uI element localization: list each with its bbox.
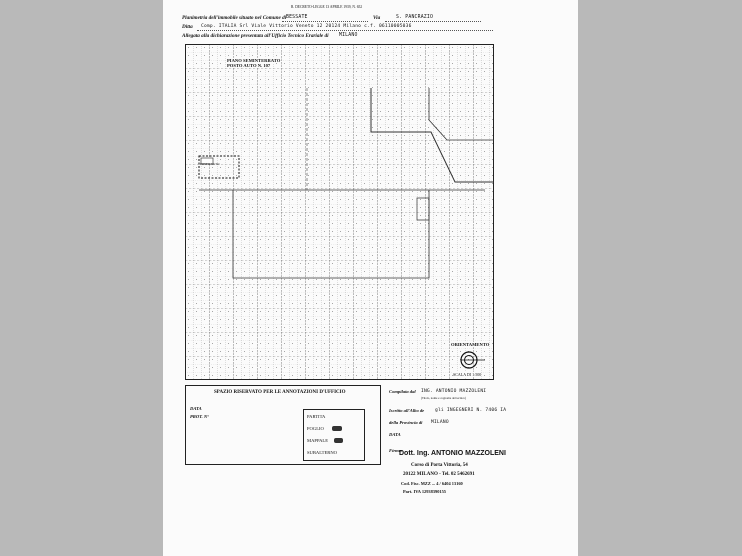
cadastral-fields-box bbox=[303, 409, 365, 461]
stamp-line4: Cod. Fisc. MZZ ... 4 / 6404 13160 bbox=[401, 481, 463, 486]
iscritto-label: Iscritto all'Albo de bbox=[389, 408, 425, 413]
floor-plan-drawing bbox=[185, 44, 494, 380]
compilata-subtext: (Titolo, nome e cognome del tecnico) bbox=[421, 396, 467, 400]
floor-plan bbox=[185, 44, 494, 380]
stamp-line3: 20122 MILANO - Tel. 02 5462691 bbox=[403, 472, 475, 477]
office-prot-label: PROT. N° bbox=[190, 414, 210, 419]
dotted-rule bbox=[282, 21, 368, 22]
compilata-value: ING. ANTONIO MAZZOLENI bbox=[421, 389, 487, 394]
plan-label-space: POSTO AUTO N. 107 bbox=[227, 63, 271, 68]
field-mappale: MAPPALE bbox=[307, 438, 329, 443]
ditta-value: Comp. ITALIA Srl Viale Vittorio Veneto 12 20124 Milano c.f. 06110005036 bbox=[201, 24, 412, 29]
office-box-title: SPAZIO RISERVATO PER LE ANNOTAZIONI D'UFFICIO bbox=[214, 390, 346, 395]
field-foglio: FOGLIO bbox=[307, 426, 324, 431]
compiler-data-label: DATA bbox=[389, 432, 401, 437]
comune-value: BESSATE bbox=[286, 15, 308, 20]
dotted-rule bbox=[197, 30, 493, 31]
plan-label-floor: PIANO SEMINTERRATO bbox=[227, 58, 281, 63]
field-subalterno: SUBALTERNO bbox=[307, 450, 337, 455]
header-line3-label: Allegata alla dichiarazione presentata all'Ufficio Tecnico Erariale di bbox=[182, 33, 329, 39]
scale-label: SCALA DI 1:500 bbox=[453, 372, 482, 377]
ufficio-value: MILANO bbox=[339, 33, 358, 38]
iscritto-value: gli INGEGNERI N. 7406 IA bbox=[435, 408, 507, 413]
office-data-label: DATA bbox=[190, 406, 202, 411]
provincia-value: MILANO bbox=[431, 420, 449, 425]
plan-small-label: POSTO AUTO bbox=[200, 162, 220, 166]
document-page bbox=[163, 0, 578, 556]
stamp-line2: Corso di Porta Vittoria, 54 bbox=[411, 463, 468, 468]
engineer-stamp bbox=[399, 450, 506, 512]
via-value: S. PANCRAZIO bbox=[396, 15, 434, 20]
compilata-label: Compilata dal bbox=[389, 389, 416, 394]
top-note: R. DECRETO-LEGGE 13 APRILE 1939, N. 652 bbox=[291, 5, 363, 9]
office-box bbox=[185, 385, 381, 465]
dotted-rule bbox=[385, 21, 481, 22]
via-label: Via bbox=[373, 15, 381, 21]
header-line1-label: Planimetria dell'immobile situato nel Comune di bbox=[182, 15, 287, 21]
stamp-line5: Part. IVA 12938390155 bbox=[403, 489, 446, 494]
firma-label: Firma: bbox=[389, 448, 403, 453]
orientation-label: ORIENTAMENTO bbox=[451, 342, 490, 347]
ditta-label: Ditta bbox=[182, 24, 193, 30]
provincia-label: della Provincia di bbox=[389, 420, 423, 425]
field-partita: PARTITA bbox=[307, 414, 326, 419]
stamp-line1: Dott. Ing. ANTONIO MAZZOLENI bbox=[399, 450, 506, 457]
redaction-mark bbox=[334, 438, 343, 443]
redaction-mark bbox=[332, 426, 342, 431]
